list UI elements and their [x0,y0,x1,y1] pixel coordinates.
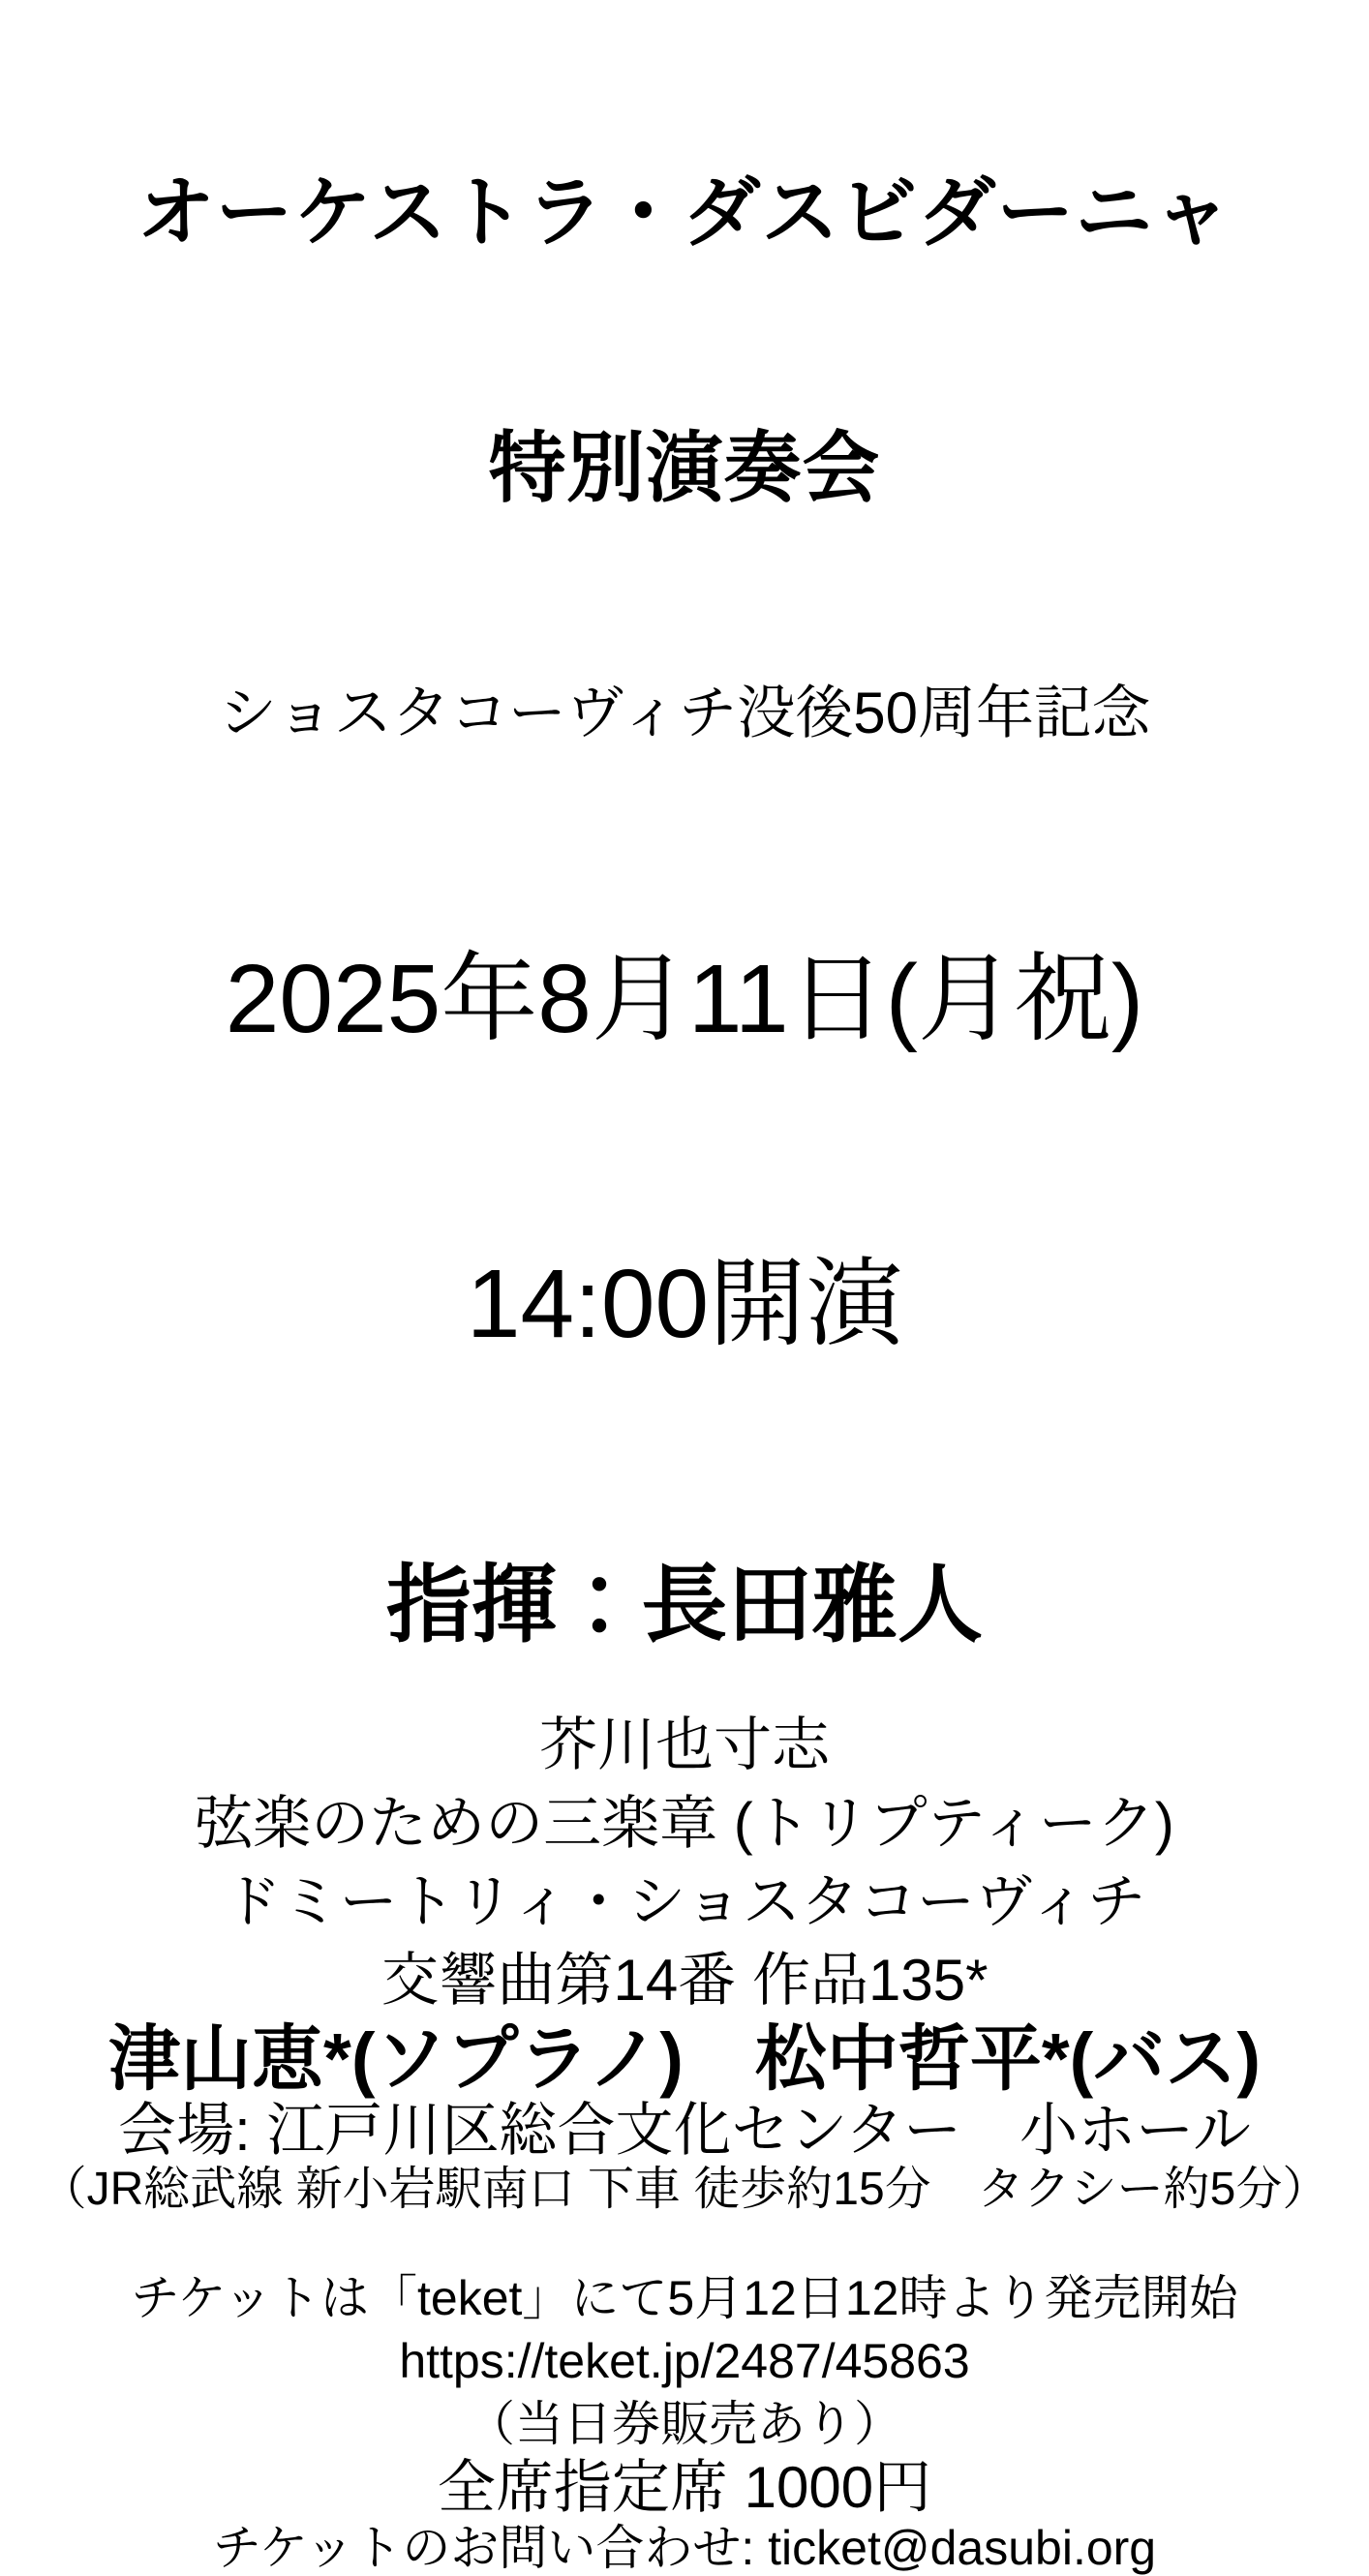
access-directions-line: （JR総武線 新小岩駅南口 下車 徒歩約15分 タクシー約5分） [40,2164,1329,2215]
contact-line: チケットのお問い合わせ: ticket@dasubi.org [212,2521,1157,2575]
ticket-sales-line: チケットは「teket」にて5月12日12時より発売開始 [131,2271,1238,2325]
program-work-triptyque: 弦楽のための三楽章 (トリプティーク) [195,1791,1174,1856]
door-sales-line: （当日券販売あり） [467,2397,902,2451]
soloists-line: 津山恵*(ソプラノ) 松中哲平*(バス) [108,2018,1261,2099]
subtitle-anniversary: ショスタコーヴィチ没後50周年記念 [219,681,1150,745]
title-line-special-concert: 特別演奏会 [488,425,881,511]
ticket-info-block [0,2267,1369,2456]
ticket-url: https://teket.jp/2487/45863 [399,2334,970,2388]
price-line: 全席指定席 1000円 [437,2455,932,2520]
program-composer-akutagawa: 芥川也寸志 [539,1712,830,1777]
date-time-block [0,745,1369,1559]
program-composer-shostakovich: ドミートリィ・ショスタコーヴィチ [223,1869,1146,1934]
start-time-line: 14:00開演 [466,1250,903,1358]
program-list [0,1706,1369,2019]
title-line-orchestra: オーケストラ・ダスビダーニャ [137,169,1232,256]
venue-line: 会場: 江戸川区総合文化センター 小ホール [118,2098,1251,2163]
page-title [0,0,1369,682]
program-work-symphony14: 交響曲第14番 作品135* [380,1948,989,2013]
date-line: 2025年8月11日(月祝) [225,945,1144,1053]
conductor-line: 指揮：長田雅人 [385,1557,983,1652]
